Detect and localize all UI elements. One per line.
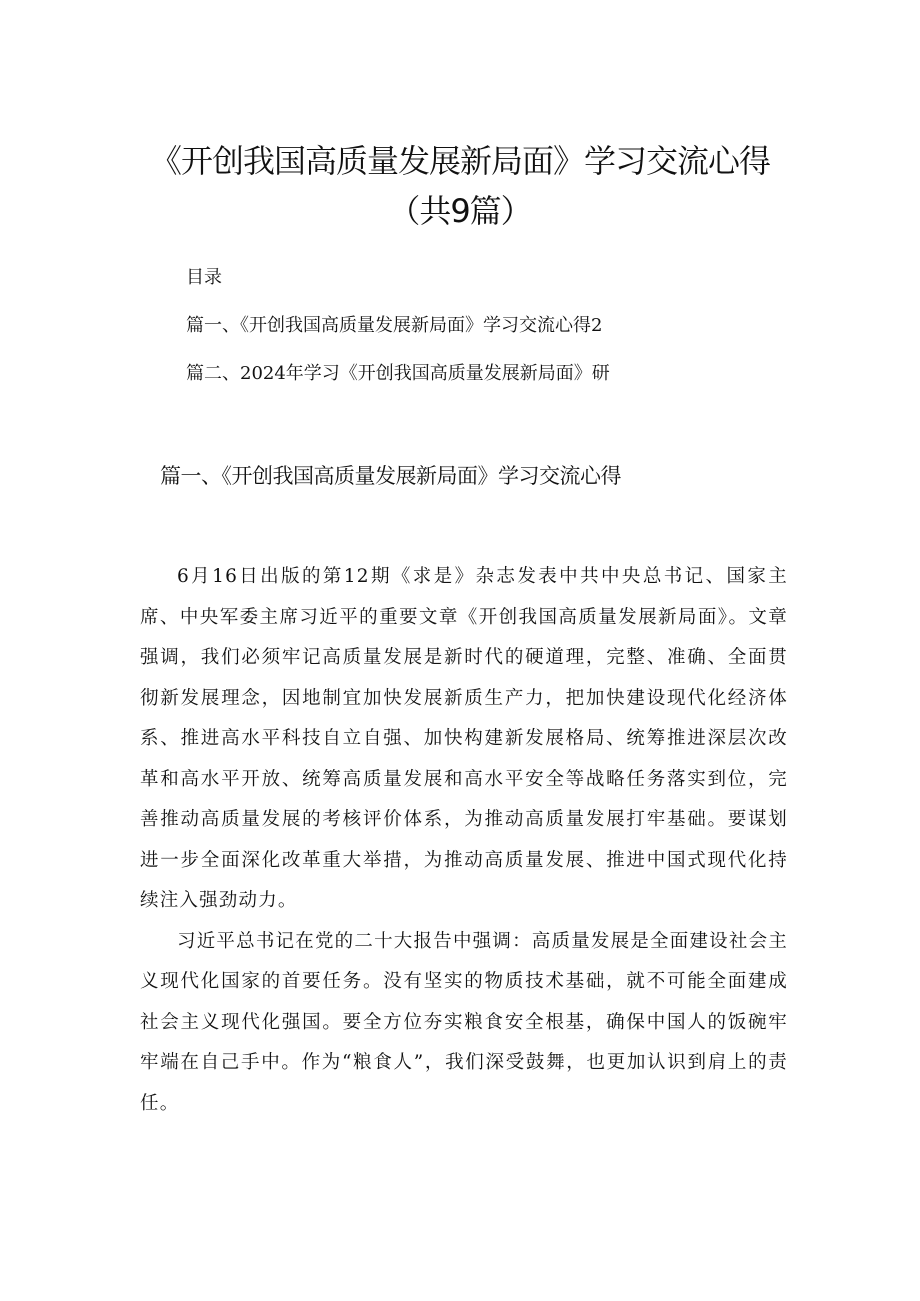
paragraph: 习近平总书记在党的二十大报告中强调：高质量发展是全面建设社会主义现代化国家的首要任务。没有坚实的物质技术基础，就不可能全面建成社会主义现代化强国。要全方位夯实粮食安全根基，确保中国人的饭碗牢牢端在自己手中。作为“粮食人”，我们深受鼓舞，也更加认识到肩上的责任。 bbox=[140, 930, 788, 1114]
paragraph: 6月16日出版的第12期《求是》杂志发表中共中央总书记、国家主席、中央军委主席习近平的重要文章《开创我国高质量发展新局面》。文章强调，我们必须牢记高质量发展是新时代的硬道理，完整、准确、全面贯彻新发展理念，因地制宜加快发展新质生产力，把加快建设现代化经济体系、推进高水平科技自立自强、加快构建新发展格局、统筹推进深层次改革和高水平开放、统筹高质量发展和高水平安全等战略任务落实到位，完善推动高质量发展的考核评价体系，为推动高质量发展打牢基础。要谋划进一步全面深化改革重大举措，为推动高质量发展、推进中国式现代化持续注入强劲动力。 bbox=[140, 566, 788, 911]
table-of-contents bbox=[186, 254, 806, 398]
section-heading: 篇一、《开创我国高质量发展新局面》学习交流心得 bbox=[160, 464, 621, 488]
document-title: 《开创我国高质量发展新局面》学习交流心得（共9篇） bbox=[149, 142, 770, 230]
toc-item[interactable]: 篇二、2024年学习《开创我国高质量发展新局面》研 bbox=[186, 363, 610, 384]
toc-heading: 目录 bbox=[186, 267, 222, 288]
section-body bbox=[140, 557, 788, 1124]
toc-item[interactable]: 篇一、《开创我国高质量发展新局面》学习交流心得2 bbox=[186, 315, 603, 336]
